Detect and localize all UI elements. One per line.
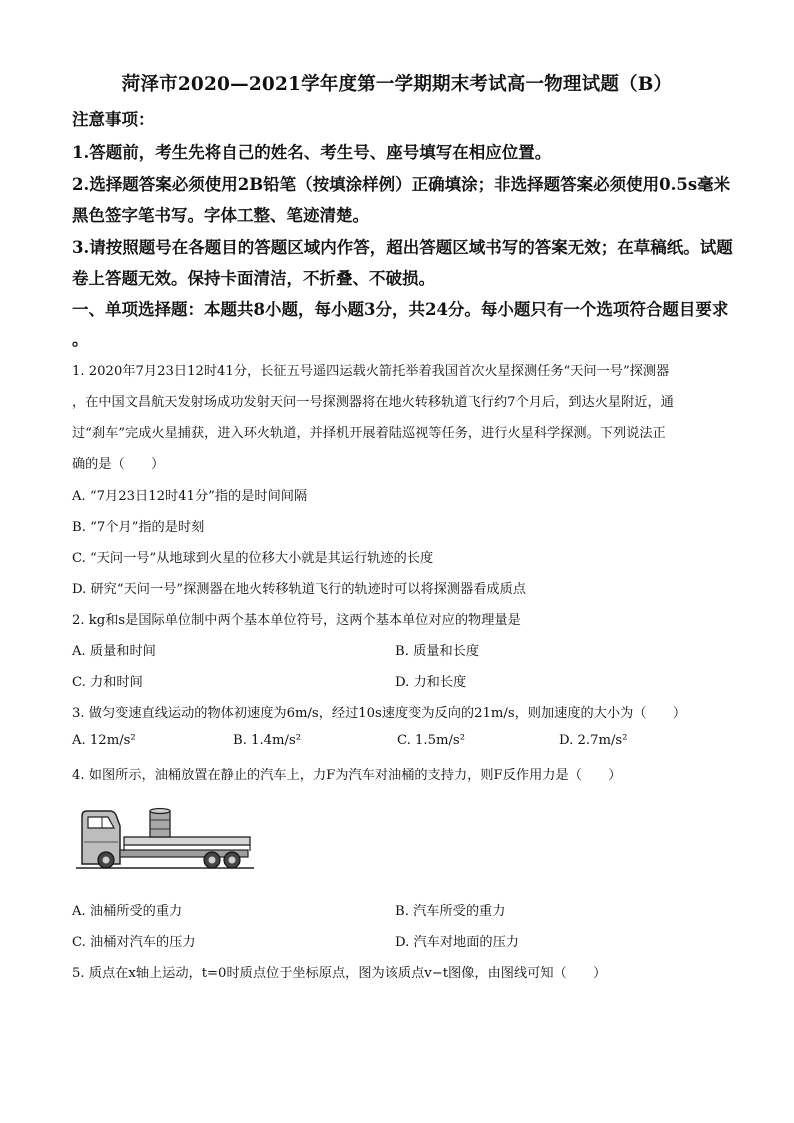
q4-option-b: B. 汽车所受的重力 xyxy=(395,904,506,919)
q1-stem-line-2: ，在中国文昌航天发射场成功发射天问一号探测器将在地火转移轨道飞行约7个月后，到达火星附近，通 xyxy=(72,395,674,410)
notice-item-3-line-2: 卷上答题无效。保持卡面清洁，不折叠、不破损。 xyxy=(72,269,435,288)
q3-option-d: D. 2.7m/s² xyxy=(559,733,628,748)
q1-stem-line-3: 过“刹车”完成火星捕获，进入环火轨道，并择机开展着陆巡视等任务，进行火星科学探测。下列说法正 xyxy=(72,426,666,441)
q2-stem: 2. kg和s是国际单位制中两个基本单位符号，这两个基本单位对应的物理量是 xyxy=(72,613,521,628)
q3-option-a: A. 12m/s² xyxy=(72,733,136,748)
q3-option-b: B. 1.4m/s² xyxy=(233,733,302,748)
section-1-heading: 一、单项选择题：本题共8小题，每小题3分，共24分。每小题只有一个选项符合题目要求 xyxy=(72,300,729,319)
q1-option-c: C. “天问一号”从地球到火星的位移大小就是其运行轨迹的长度 xyxy=(72,551,434,566)
page-title: 菏泽市2020—2021学年度第一学期期末考试高一物理试题（B） xyxy=(121,74,673,95)
q2-option-c: C. 力和时间 xyxy=(72,675,143,690)
q3-stem: 3. 做匀变速直线运动的物体初速度为6m/s，经过10s速度变为反向的21m/s，则加速度的大小为（ ） xyxy=(72,706,687,721)
q1-option-b: B. “7个月”指的是时刻 xyxy=(72,520,205,535)
section-1-heading-cont: 。 xyxy=(72,330,89,349)
notice-item-2-line-2: 黑色签字笔书写。字体工整、笔迹清楚。 xyxy=(72,206,369,225)
q4-option-d: D. 汽车对地面的压力 xyxy=(395,935,519,950)
q1-option-d: D. 研究“天问一号”探测器在地火转移轨道飞行的轨迹时可以将探测器看成质点 xyxy=(72,582,526,597)
q2-option-a: A. 质量和时间 xyxy=(72,644,156,659)
q3-option-c: C. 1.5m/s² xyxy=(397,733,465,748)
q1-stem-line-1: 1. 2020年7月23日12时41分，长征五号遥四运载火箭托举着我国首次火星探测任务“天问一号”探测器 xyxy=(72,364,670,379)
q2-option-b: B. 质量和长度 xyxy=(395,644,480,659)
notice-item-1: 1.答题前，考生先将自己的姓名、考生号、座号填写在相应位置。 xyxy=(72,143,552,162)
q1-option-a: A. “7月23日12时41分”指的是时间间隔 xyxy=(72,489,308,504)
notice-heading: 注意事项： xyxy=(72,110,155,129)
q2-option-d: D. 力和长度 xyxy=(395,675,467,690)
q4-option-a: A. 油桶所受的重力 xyxy=(72,904,183,919)
q1-stem-line-4: 确的是（ ） xyxy=(72,457,165,472)
q4-stem: 4. 如图所示，油桶放置在静止的汽车上，力F为汽车对油桶的支持力，则F反作用力是（ ） xyxy=(72,768,622,783)
q5-stem: 5. 质点在x轴上运动，t=0时质点位于坐标原点，图为该质点v−t图像，由图线可知（ ） xyxy=(72,966,607,981)
q4-option-c: C. 油桶对汽车的压力 xyxy=(72,935,196,950)
notice-item-2-line-1: 2.选择题答案必须使用2B铅笔（按填涂样例）正确填涂；非选择题答案必须使用0.5s毫米 xyxy=(72,175,731,194)
notice-item-3-line-1: 3.请按照题号在各题目的答题区域内作答，超出答题区域书写的答案无效；在草稿纸。试题 xyxy=(72,238,733,257)
truck-with-oil-drum-figure xyxy=(76,802,254,872)
